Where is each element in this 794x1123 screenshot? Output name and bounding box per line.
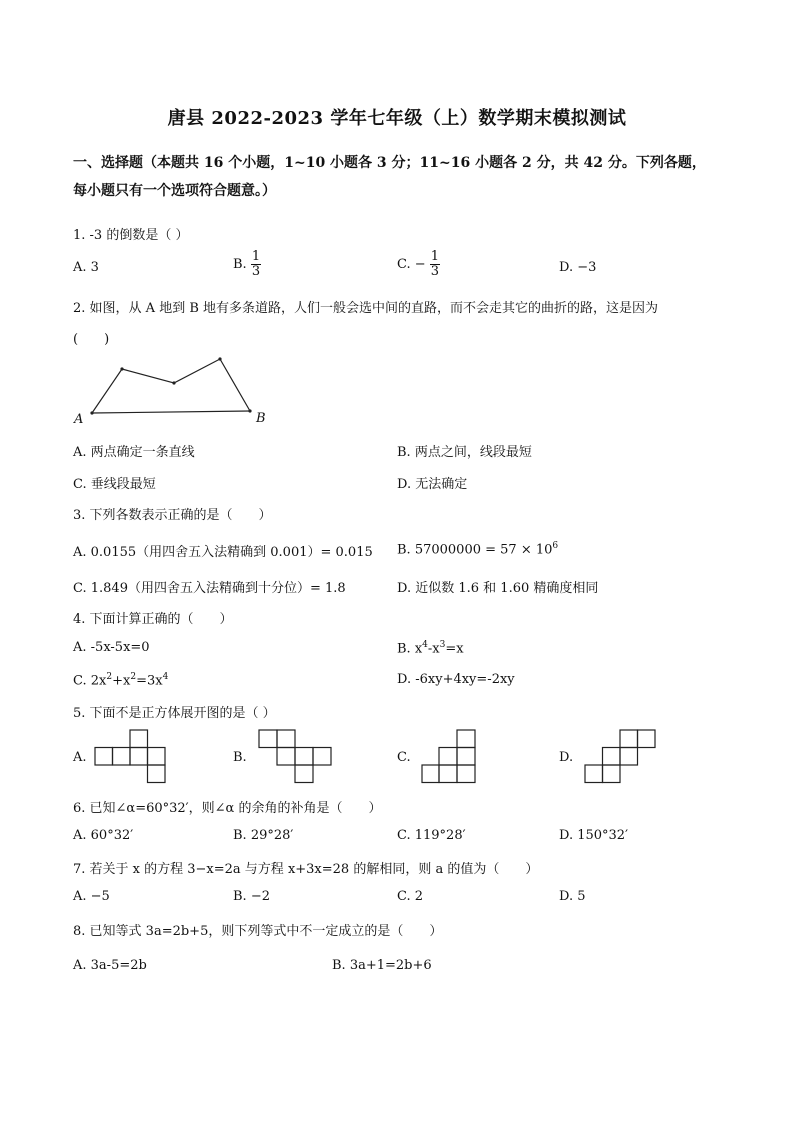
q4-b-part3: =x — [445, 641, 464, 657]
q4-b-part1: B. x — [397, 641, 423, 657]
q5-option-a: A. — [73, 750, 87, 765]
q5-option-b: B. — [233, 750, 247, 765]
page-title: 唐县 2022-2023 学年七年级（上）数学期末模拟测试 — [167, 108, 627, 129]
q1-option-a: A. 3 — [73, 260, 99, 275]
question-7-stem: 7. 若关于 x 的方程 3−x=2a 与方程 x+3x=28 的解相同，则 a 的值为（ ） — [73, 862, 539, 877]
q2-option-d: D. 无法确定 — [397, 477, 468, 492]
q4-c-exp2: 2 — [130, 672, 137, 682]
q1-option-c-prefix: C. − — [397, 257, 426, 272]
q4-option-a: A. -5x-5x=0 — [73, 640, 150, 655]
net-d-figure — [584, 729, 658, 785]
q7-option-d: D. 5 — [559, 889, 586, 904]
q3-option-d: D. 近似数 1.6 和 1.60 精确度相同 — [397, 581, 599, 596]
q7-option-b: B. −2 — [233, 889, 270, 904]
question-6-stem: 6. 已知∠α=60°32′，则∠α 的余角的补角是（ ） — [73, 801, 382, 816]
q1-option-c-fraction — [430, 250, 440, 279]
point-a-label: A — [74, 412, 84, 427]
question-1-stem: 1. -3 的倒数是（ ） — [73, 228, 189, 243]
question-2-stem-line2: ( ) — [73, 332, 110, 347]
q8-option-b: B. 3a+1=2b+6 — [332, 958, 432, 973]
q2-option-a: A. 两点确定一条直线 — [73, 445, 195, 460]
q4-b-part2: -x — [427, 641, 440, 657]
q2-option-b: B. 两点之间，线段最短 — [397, 445, 532, 460]
net-c-figure — [421, 729, 479, 785]
roads-diagram — [70, 355, 280, 430]
q7-option-a: A. −5 — [73, 889, 110, 904]
q1-b-numerator: 1 — [251, 249, 261, 264]
q4-b-exp2: 3 — [439, 640, 446, 650]
q6-option-b: B. 29°28′ — [233, 828, 294, 843]
q4-c-part1: C. 2x — [73, 673, 107, 689]
q3-option-b-text: B. 57000000 = 57 × 10 — [397, 542, 553, 558]
q7-option-c: C. 2 — [397, 889, 424, 904]
q5-option-d: D. — [559, 750, 574, 765]
q4-c-part3: =3x — [136, 673, 163, 689]
question-4-stem: 4. 下面计算正确的（ ） — [73, 612, 233, 627]
section-heading-line2: 每小题只有一个选项符合题意。） — [73, 183, 276, 199]
q6-option-a: A. 60°32′ — [73, 828, 134, 843]
q1-c-numerator: 1 — [430, 249, 440, 264]
q3-option-a: A. 0.0155（用四舍五入法精确到 0.001）= 0.015 — [73, 545, 373, 560]
q1-option-c — [397, 250, 440, 279]
section-heading-line1: 一、选择题（本题共 16 个小题，1~10 小题各 3 分；11~16 小题各 2 分，共 42 分。下列各题， — [73, 155, 706, 171]
question-2-stem-line1: 2. 如图，从 A 地到 B 地有多条道路，人们一般会选中间的直路，而不会走其它的曲折的路，这是因为 — [73, 301, 659, 316]
question-8-stem: 8. 已知等式 3a=2b+5，则下列等式中不一定成立的是（ ） — [73, 924, 443, 939]
q1-b-denominator: 3 — [251, 264, 261, 279]
q4-option-c — [73, 672, 168, 688]
q4-c-exp3: 4 — [162, 672, 169, 682]
q6-option-d: D. 150°32′ — [559, 828, 629, 843]
q4-c-part2: +x — [112, 673, 131, 689]
q5-option-c: C. — [397, 750, 411, 765]
question-5-stem: 5. 下面不是正方体展开图的是（ ） — [73, 706, 276, 721]
q4-c-exp1: 2 — [106, 672, 113, 682]
q3-option-b — [397, 541, 558, 557]
q4-option-d: D. -6xy+4xy=-2xy — [397, 672, 515, 687]
q4-b-exp1: 4 — [422, 640, 428, 650]
q1-option-b — [233, 250, 261, 279]
q1-option-d: D. −3 — [559, 260, 597, 275]
q3-option-b-exponent: 6 — [552, 541, 559, 551]
q2-option-c: C. 垂线段最短 — [73, 477, 156, 492]
q3-option-c: C. 1.849（用四舍五入法精确到十分位）= 1.8 — [73, 581, 346, 596]
question-3-stem: 3. 下列各数表示正确的是（ ） — [73, 508, 272, 523]
point-b-label: B — [256, 411, 266, 426]
q1-option-b-fraction — [251, 250, 261, 279]
q1-c-denominator: 3 — [430, 264, 440, 279]
q8-option-a: A. 3a-5=2b — [73, 958, 147, 973]
net-b-figure — [258, 729, 334, 785]
q4-option-b — [397, 640, 464, 656]
net-a-figure — [94, 729, 168, 785]
q6-option-c: C. 119°28′ — [397, 828, 466, 843]
q1-option-b-prefix: B. — [233, 257, 247, 272]
